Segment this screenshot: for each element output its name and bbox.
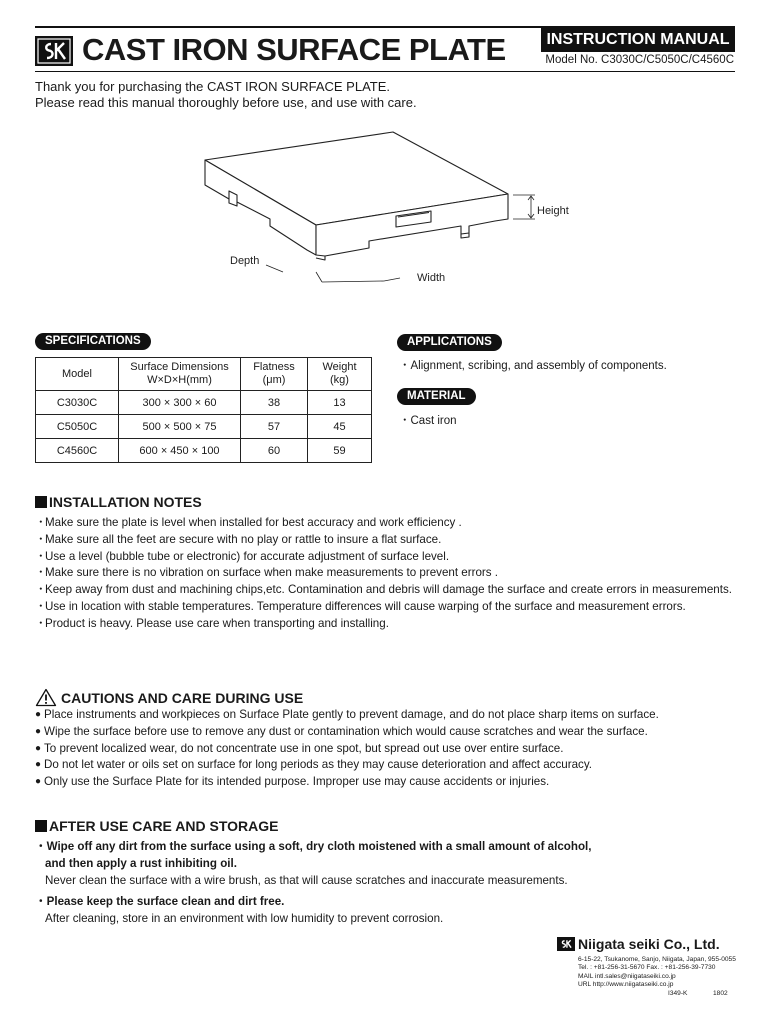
after-use-item-1 [35, 838, 735, 855]
material-heading: MATERIAL [397, 388, 476, 405]
applications-text-value: Alignment, scribing, and assembly of components. [410, 360, 667, 372]
warning-triangle-icon [35, 688, 57, 707]
after-use-heading [35, 818, 278, 834]
document-date: 1802 [713, 990, 728, 997]
caution-item: Place instruments and workpieces on Surface Plate gently to prevent damage, and do not place sharp items on surface. [44, 708, 659, 721]
bullet-dot: ・ [399, 415, 411, 427]
list-item: ・ Keep away from dust and machining chips,etc. Contamination and debris will damage the surface and create errors in measurements. [35, 582, 735, 599]
after-use-heading-text: AFTER USE CARE AND STORAGE [49, 818, 279, 834]
installation-list [35, 515, 735, 633]
caution-item: Wipe the surface before use to remove any dust or contamination which would cause scratches and wear the surface. [44, 724, 648, 738]
surface-plate-diagram [180, 125, 600, 290]
list-item: ・ Make sure the plate is level when installed for best accuracy and work efficiency . [35, 515, 735, 532]
installation-heading-text: INSTALLATION NOTES [49, 494, 202, 510]
spec-weight-cell: 45 [308, 415, 372, 439]
list-item: ● Only use the Surface Plate for its intended purpose. Improper use may cause accidents or injuries. [35, 774, 735, 791]
list-item: ・ Use in location with stable temperatures. Temperature differences will cause warping of the surface and measurement errors. [35, 599, 735, 616]
installation-note: Product is heavy. Please use care when transporting and installing. [45, 616, 389, 630]
company-mail: MAIL intl.sales@niigataseiki.co.jp [578, 973, 676, 980]
model-number-line: Model No. C3030C/C5050C/C4560C [545, 54, 734, 66]
spec-col-dimensions [119, 358, 241, 391]
table-row [36, 391, 372, 415]
after-use-item-1-line-2: and then apply a rust inhibiting oil. [45, 857, 237, 870]
bullet-dot: ・ [35, 840, 47, 853]
width-label: Width [417, 272, 446, 284]
intro-text [35, 79, 417, 111]
company-tel-fax: Tel. : +81-256-31-5670 Fax. : +81-256-39-7730 [578, 964, 716, 971]
caution-item: Only use the Surface Plate for its intended purpose. Improper use may cause accidents or injuries. [44, 775, 550, 789]
spec-model-cell: C4560C [36, 439, 119, 463]
spec-col-weight [308, 358, 372, 391]
list-item: ● Do not let water or oils set on surface for long periods as they may cause deterioration and affect accuracy. [35, 757, 735, 774]
after-use-item-2 [35, 893, 735, 910]
material-text [399, 412, 457, 428]
document-code: I349-K [668, 990, 688, 997]
after-use-item-1-note: Never clean the surface with a wire brush, as that will cause scratches and inaccurate measurements. [45, 874, 568, 887]
depth-label: Depth [230, 255, 260, 267]
installation-note: Use in location with stable temperatures. Temperature differences will cause warping of the surface and measurement errors. [45, 599, 686, 613]
instruction-manual-badge: INSTRUCTION MANUAL [541, 28, 735, 52]
square-bullet-icon [35, 820, 47, 832]
list-item: ・ Product is heavy. Please use care when transporting and installing. [35, 616, 735, 633]
sk-logo [35, 36, 73, 66]
spec-model-cell: C3030C [36, 391, 119, 415]
spec-col-weight-unit: (kg) [330, 374, 349, 386]
spec-weight-cell: 13 [308, 391, 372, 415]
installation-note: Make sure the plate is level when installed for best accuracy and work efficiency . [45, 516, 462, 529]
spec-model-cell: C5050C [36, 415, 119, 439]
applications-text [399, 357, 667, 373]
list-item: ● Place instruments and workpieces on Surface Plate gently to prevent damage, and do not place sharp items on surface. [35, 707, 735, 724]
spec-flatness-cell: 60 [241, 439, 308, 463]
applications-heading: APPLICATIONS [397, 334, 502, 351]
spec-col-model-label: Model [62, 367, 92, 380]
table-row [36, 415, 372, 439]
material-text-value: Cast iron [410, 415, 457, 427]
page-title: CAST IRON SURFACE PLATE [82, 32, 506, 67]
spec-col-flatness-unit: (μm) [262, 374, 286, 386]
spec-dimensions-cell: 500 × 500 × 75 [119, 415, 241, 439]
spec-flatness-cell: 57 [241, 415, 308, 439]
installation-note: Keep away from dust and machining chips,etc. Contamination and debris will damage the surface and create errors in measurements. [45, 583, 732, 597]
spec-header-row [36, 358, 372, 391]
installation-heading [35, 494, 202, 510]
specifications-table [35, 357, 372, 463]
after-use-item-1-line-1: Wipe off any dirt from the surface using a soft, dry cloth moistened with a small amount of alcohol, [46, 840, 592, 853]
square-bullet-icon [35, 496, 47, 508]
header-bottom-rule [35, 71, 735, 72]
bullet-dot: ・ [399, 360, 411, 372]
spec-col-flatness [241, 358, 308, 391]
caution-item: To prevent localized wear, do not concentrate use in one spot, but spread out use over entire surface. [44, 741, 564, 755]
spec-col-dimensions-unit: W×D×H(mm) [147, 374, 212, 386]
intro-line-1: Thank you for purchasing the CAST IRON SURFACE PLATE. [35, 79, 390, 94]
table-row [36, 439, 372, 463]
height-label: Height [537, 205, 569, 217]
caution-item: Do not let water or oils set on surface for long periods as they may cause deterioration and affect accuracy. [44, 758, 592, 772]
cautions-list [35, 707, 735, 791]
cautions-heading-text: CAUTIONS AND CARE DURING USE [61, 689, 304, 706]
cautions-heading [35, 688, 303, 707]
specifications-heading: SPECIFICATIONS [35, 333, 151, 350]
list-item: ● Wipe the surface before use to remove any dust or contamination which would cause scratches and wear the surface. [35, 724, 735, 741]
spec-weight-cell: 59 [308, 439, 372, 463]
list-item: ・ Make sure all the feet are secure with no play or rattle to insure a flat surface. [35, 532, 735, 549]
company-name [557, 936, 720, 952]
spec-col-model [36, 358, 119, 391]
spec-dimensions-cell: 600 × 450 × 100 [119, 439, 241, 463]
after-use-body [35, 838, 735, 927]
after-use-item-2-note: After cleaning, store in an environment with low humidity to prevent corrosion. [45, 912, 444, 925]
spec-flatness-cell: 38 [241, 391, 308, 415]
company-name-text: Niigata seiki Co., Ltd. [578, 936, 720, 952]
installation-note: Make sure all the feet are secure with no play or rattle to insure a flat surface. [45, 532, 442, 546]
list-item: ● To prevent localized wear, do not concentrate use in one spot, but spread out use over entire surface. [35, 741, 735, 758]
spec-col-weight-label: Weight [322, 361, 357, 373]
company-address: 6-15-22, Tsukanome, Sanjo, Niigata, Japan, 955-0055 [578, 956, 736, 963]
after-use-item-2-line: Please keep the surface clean and dirt free. [46, 895, 285, 908]
intro-line-2: Please read this manual thoroughly before use, and use with care. [35, 95, 417, 110]
spec-col-flatness-label: Flatness [253, 361, 295, 373]
installation-note: Make sure there is no vibration on surface when make measurements to prevent errors . [45, 566, 499, 580]
spec-col-dimensions-label: Surface Dimensions [130, 361, 229, 373]
company-logo-icon [557, 937, 575, 951]
list-item: ・ Use a level (bubble tube or electronic) for accurate adjustment of surface level. [35, 549, 735, 566]
installation-note: Use a level (bubble tube or electronic) for accurate adjustment of surface level. [45, 549, 450, 563]
spec-dimensions-cell: 300 × 300 × 60 [119, 391, 241, 415]
bullet-dot: ・ [35, 895, 47, 908]
list-item: ・ Make sure there is no vibration on surface when make measurements to prevent errors . [35, 565, 735, 582]
company-url: URL http://www.niigataseiki.co.jp [578, 981, 674, 988]
